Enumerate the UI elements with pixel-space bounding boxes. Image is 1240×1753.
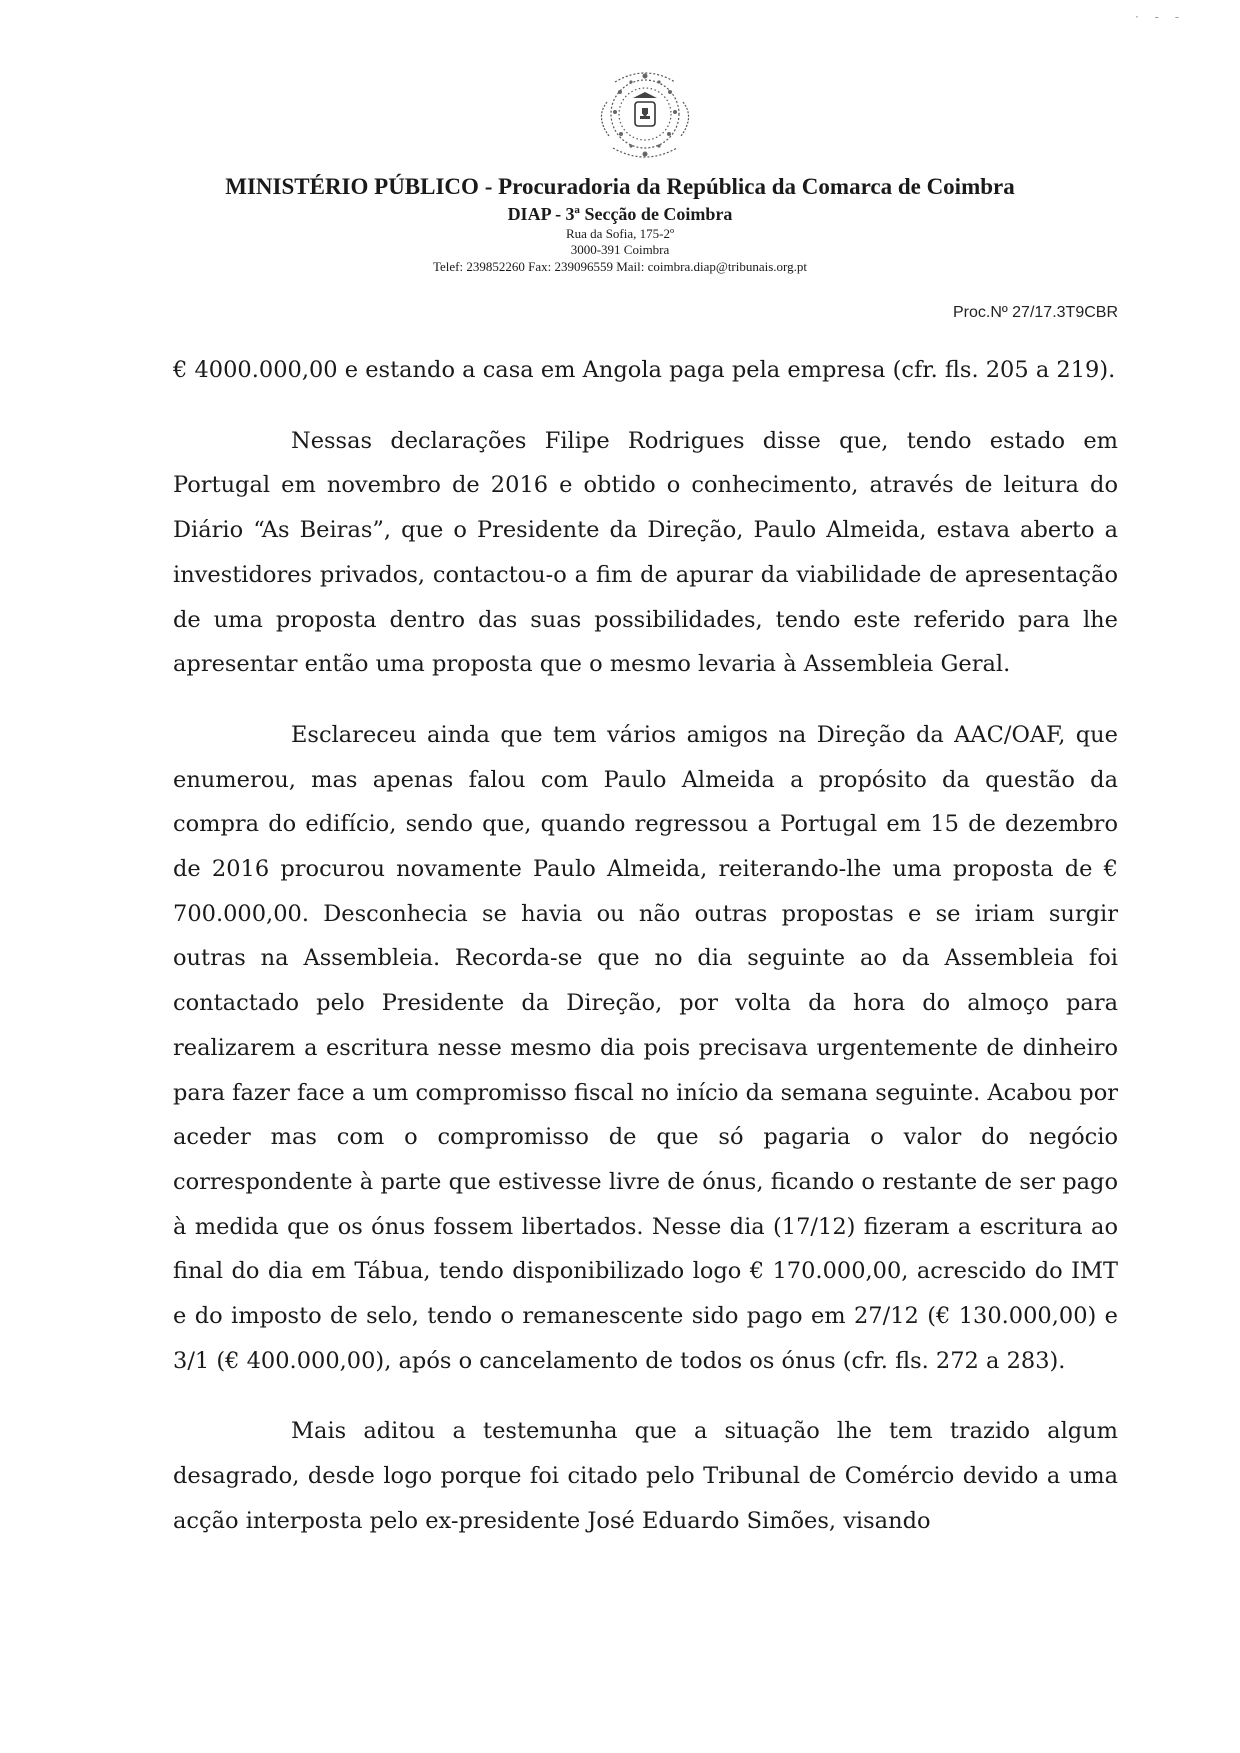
title-ministerio: MINISTÉRIO PÚBLICO [225, 174, 479, 199]
title-procuradoria: - Procuradoria da República da Comarca de Coimbra [478, 174, 1015, 199]
scan-marks: · ‐ ‐ [1135, 10, 1186, 24]
letterhead [0, 172, 1240, 275]
letterhead-address-city: 3000-391 Coimbra [570, 242, 670, 257]
letterhead-contact: Telef: 239852260 Fax: 239096559 Mail: coimbra.diap@tribunais.org.pt [432, 259, 808, 274]
process-number: Proc.Nº 27/17.3T9CBR [952, 304, 1118, 321]
document-body [173, 348, 1118, 1570]
paragraph-esclareceu: Esclareceu ainda que tem vários amigos na Direção da AAC/OAF, que enumerou, mas apenas falou com Paulo Almeida a propósito da questão da compra do edifício, sendo que, quando regressou a Portugal em 15 de dezembro de 2016 procurou novamente Paulo Almeida, reiterando-lhe uma proposta de € 700.000,00. Desconhecia se havia ou não outras propostas e se iriam surgir outras na Assembleia. Recorda-se que no dia seguinte ao da Assembleia foi contactado pelo Presidente da Direção, por volta da hora do almoço para realizarem a escritura nesse mesmo dia pois precisava urgentemente de dinheiro para fazer face a um compromisso fiscal no início da semana seguinte. Acabou por aceder mas com o compromisso de que só pagaria o valor do negócio correspondente à parte que estivesse livre de ónus, ficando o restante de ser pago à medida que os ónus fossem libertados. Nesse dia (17/12) fizeram a escritura ao final do dia em Tábua, tendo disponibilizado logo € 170.000,00, acrescido do IMT e do imposto de selo, tendo o remanescente sido pago em 27/12 (€ 130.000,00) e 3/1 (€ 400.000,00), após o cancelamento de todos os ónus (cfr. fls. 272 a 283). [173, 721, 1118, 1374]
coat-of-arms-emblem [585, 62, 705, 172]
paragraph-continuation: € 4000.000,00 e estando a casa em Angola paga pela empresa (cfr. fls. 205 a 219). [173, 357, 1116, 383]
letterhead-title [0, 172, 1240, 202]
paragraph-declaracoes: Nessas declarações Filipe Rodrigues disse que, tendo estado em Portugal em novembro de 2016 e obtido o conhecimento, através de leitura do Diário “As Beiras”, que o Presidente da Direção, Paulo Almeida, estava aberto a investidores privados, contactou-o a fim de apurar da viabilidade de apresentação de uma proposta dentro das suas possibilidades, tendo este referido para lhe apresentar então uma proposta que o mesmo levaria à Assembleia Geral. [173, 427, 1118, 678]
letterhead-section: DIAP - 3ª Secção de Coimbra [507, 204, 733, 224]
paragraph-aditou: Mais aditou a testemunha que a situação lhe tem trazido algum desagrado, desde logo porque foi citado pelo Tribunal de Comércio devido a uma acção interposta pelo ex-presidente José Eduardo Simões, visando [173, 1418, 1118, 1534]
letterhead-address-street: Rua da Sofia, 175-2º [565, 226, 674, 241]
